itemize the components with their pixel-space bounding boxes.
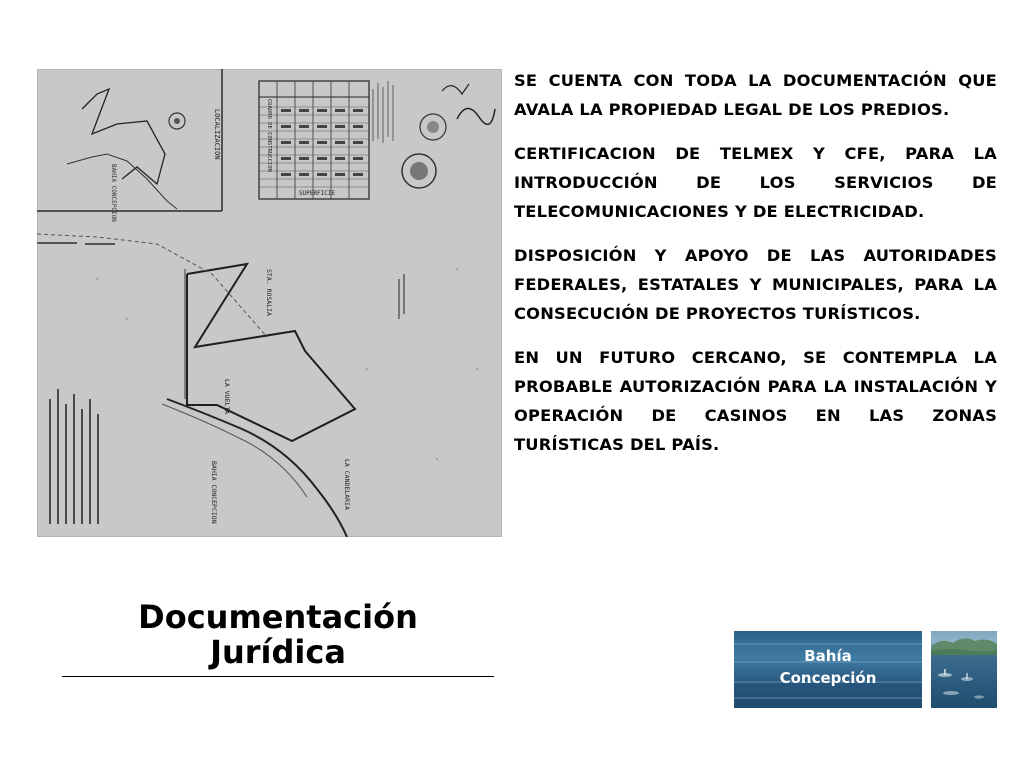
badge-text xyxy=(734,645,922,689)
plan-label-bahia-bottom: BAHIA CONCEPCION xyxy=(210,461,218,524)
page-title-line-1: Documentación xyxy=(138,598,418,636)
plan-label-la-vuelta: LA VUELTA xyxy=(223,379,231,415)
bahia-concepcion-badge xyxy=(734,631,922,708)
survey-plan-drawing xyxy=(37,69,502,537)
plan-label-sta-rosalia: STA. ROSALIA xyxy=(265,269,273,316)
plan-label-la-candelaria: LA CANDELARIA xyxy=(343,459,351,510)
paragraph-casinos: EN UN FUTURO CERCANO, SE CONTEMPLA LA PROBABLE AUTORIZACIÓN PARA LA INSTALACIÓN Y OPERACIÓN DE CASINOS EN LAS ZONAS TURÍSTICAS DEL PAÍS. xyxy=(514,348,997,454)
badge-line-2: Concepción xyxy=(779,669,877,687)
paragraph-disposicion: DISPOSICIÓN Y APOYO DE LAS AUTORIDADES FEDERALES, ESTATALES Y MUNICIPALES, PARA LA CONSECUCIÓN DE PROYECTOS TURÍSTICOS. xyxy=(514,246,997,323)
page-title-line-2: Jurídica xyxy=(210,633,346,671)
paragraph-documentacion: SE CUENTA CON TODA LA DOCUMENTACIÓN QUE AVALA LA PROPIEDAD LEGAL DE LOS PREDIOS. xyxy=(514,71,997,119)
plan-label-superficie: SUPERFICIE xyxy=(299,190,336,197)
plan-label-localizacion: LOCALIZACION xyxy=(213,109,221,160)
main-text-column xyxy=(514,66,997,474)
paragraph-certificacion: CERTIFICACION DE TELMEX Y CFE, PARA LA INTRODUCCIÓN DE LOS SERVICIOS DE TELECOMUNICACIONES Y DE ELECTRICIDAD. xyxy=(514,144,997,221)
page-title xyxy=(62,600,494,670)
land-survey-plan-image xyxy=(37,69,502,537)
plan-label-bahia-top: BAHIA CONCEPCION xyxy=(110,164,117,222)
bay-photo-thumbnail xyxy=(931,631,997,708)
plan-label-cuadro: CUADRO DE CONSTRUCCION xyxy=(266,99,272,172)
bay-photo-drawing xyxy=(931,631,997,708)
title-underline xyxy=(62,676,494,677)
water-ripple xyxy=(734,697,922,699)
badge-line-1: Bahía xyxy=(804,647,852,665)
